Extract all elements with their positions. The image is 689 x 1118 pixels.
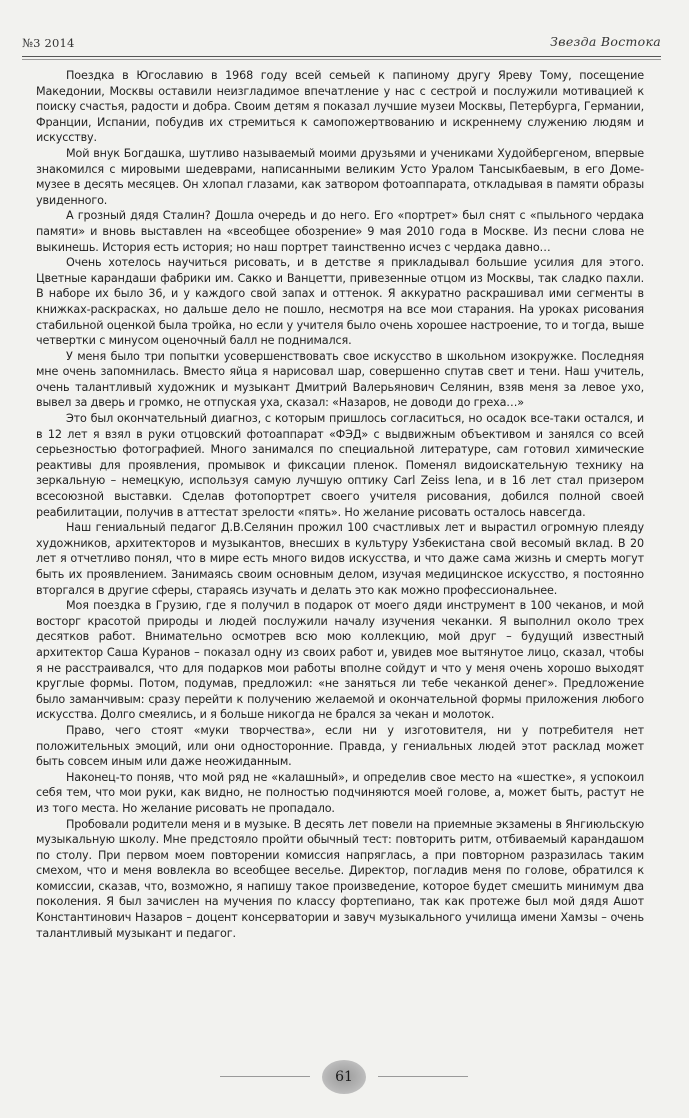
paragraph: А грозный дядя Сталин? Дошла очередь и до него. Его «портрет» был снят с «пыльного чердака памяти» и вновь выставлен на «всеобщее обозрение» 9 мая 2010 года в Москве. Из песни слова не выкинешь. История есть история; но наш портрет таинственно исчез с чердака давно… — [36, 209, 644, 254]
article-body — [36, 68, 644, 941]
paragraph: У меня было три попытки усовершенствовать свое искусство в школьном изокружке. Последняя мне очень запомнилась. Вместо яйца я нарисовал шар, совершенно спутав свет и тени. Наш учитель, очень талантливый художник и музыкант Дмитрий Валерьянович Селянин, взяв меня за левое ухо, вывел за дверь и громко, не отпуская уха, сказал: «Назаров, не доводи до греха…» — [36, 349, 644, 410]
header-rule — [22, 56, 661, 60]
page-footer — [0, 1060, 689, 1094]
issue-number: №3 2014 — [22, 36, 75, 50]
paragraph: Право, чего стоят «муки творчества», если ни у изготовителя, ни у потребителя нет положительных эмоций, или они односторонние. Правда, у гениальных людей этот расклад может быть совсем иным или даже неожиданным. — [36, 723, 644, 769]
footer-rule-left — [220, 1076, 310, 1077]
paragraph: Очень хотелось научиться рисовать, и в детстве я прикладывал большие усилия для этого. Цветные карандаши фабрики им. Сакко и Ванцетти, привезенные отцом из Москвы, так сладко пахли. В наборе их было 36, и у каждого свой запах и оттенок. Я аккуратно раскрашивал ими сегменты в книжках-раскрасках, но дальше дело не пошло, несмотря на все мои старания. На уроках рисования стабильной оценкой была тройка, но если у учителя было очень хорошее настроение, то и тогда, выше четвертки с минусом оценочный балл не поднимался. — [36, 256, 644, 348]
paragraph: Моя поездка в Грузию, где я получил в подарок от моего дяди инструмент в 100 чеканов, и мой восторг красотой природы и людей послужили началу изучения чеканки. Я выполнил около трех десятков работ. Внимательно осмотрев всю мою коллекцию, мой друг – будущий известный архитектор Саша Куранов – показал одну из своих работ и, увидев мое вытянутое лицо, сказал, чтобы я не расстраивался, что для подарков мои работы вполне сойдут и что у меня очень хорошо выходят круглые формы. Потом, подумав, предложил: «не заняться ли тебе чеканкой денег». Предложение было заманчивым: сразу перейти к получению желаемой и окончательной формы приложения любого искусства. Долго смеялись, и я больше никогда не брался за чекан и молоток. — [36, 599, 644, 722]
paragraph: Наконец-то поняв, что мой ряд не «калашный», и определив свое место на «шестке», я успокоил себя тем, что мои руки, как видно, не полностью подчиняются моей голове, а, может быть, растут не из того места. Но желание рисовать не пропадало. — [36, 770, 644, 815]
paragraph: Наш гениальный педагог Д.В.Селянин прожил 100 счастливых лет и вырастил огромную плеяду художников, архитекторов и музыкантов, внесших в культуру Узбекистана свой весомый вклад. В 20 лет я отчетливо понял, что в мире есть много видов искусства, и что даже сама жизнь и смерть могут быть их проявлением. Занимаясь своим основным делом, изучая медицинское искусство, я постоянно вторгался в другие сферы, стараясь изучать и делать это как можно профессиональнее. — [36, 521, 644, 597]
paragraph: Это был окончательный диагноз, с которым пришлось согласиться, но осадок все-таки остался, и в 12 лет я взял в руки отцовский фотоаппарат «ФЭД» с выдвижным объективом и занялся со всей серьезностью фотографией. Много занимался по специальной литературе, сам готовил химические реактивы для проявления, промывок и фиксации пленок. Поменял видоискательную технику на зеркальную – немецкую, используя самую лучшую оптику Carl Zeiss Iena, и в 16 лет стал призером всесоюзной выставки. Сделав фотопортрет своего учителя рисования, добился полной своей реабилитации, получив в аттестат зрелости «пять». Но желание рисовать осталось навсегда. — [36, 412, 644, 519]
journal-title: Звезда Востока — [550, 34, 661, 49]
footer-rule-right — [378, 1076, 468, 1077]
running-header — [22, 34, 661, 52]
paragraph: Поездка в Югославию в 1968 году всей семьей к папиному другу Яреву Тому, посещение Македонии, Москвы оставили неизгладимое впечатление у нас с сестрой и послужили мотивацией к поиску счастья, радости и добра. Своим детям я показал лучшие музеи Москвы, Петербурга, Германии, Франции, Испании, побудив их стремиться к самопожертвованию и искреннему служению людям и искусству. — [36, 69, 644, 145]
paragraph: Пробовали родители меня и в музыке. В десять лет повели на приемные экзамены в Янгиюльскую музыкальную школу. Мне предстояло пройти обычный тест: повторить ритм, отбиваемый карандашом по столу. При первом моем повторении комиссия напряглась, а при повторном разразилась таким смехом, что и меня вовлекла во всеобщее веселье. Директор, погладив меня по голове, обратился к комиссии, сказав, что, возможно, я напишу такое произведение, которое будет смешить минимум два поколения. Я был зачислен на мучения по классу фортепиано, так как протеже был мой дядя Ашот Константинович Назаров – доцент консерватории и завуч музыкального училища имени Хамзы – очень талантливый музыкант и педагог. — [36, 817, 644, 940]
paragraph: Мой внук Богдашка, шутливо называемый моими друзьями и учениками Худойбергеном, впервые знакомился с мировыми шедеврами, написанными великим Усто Уралом Тансыкбаевым, в его Доме-музее в десять месяцев. Он хлопал глазами, как затвором фотоаппарата, откладывая в памяти образы увиденного. — [36, 146, 644, 207]
page-number: 61 — [322, 1060, 366, 1094]
